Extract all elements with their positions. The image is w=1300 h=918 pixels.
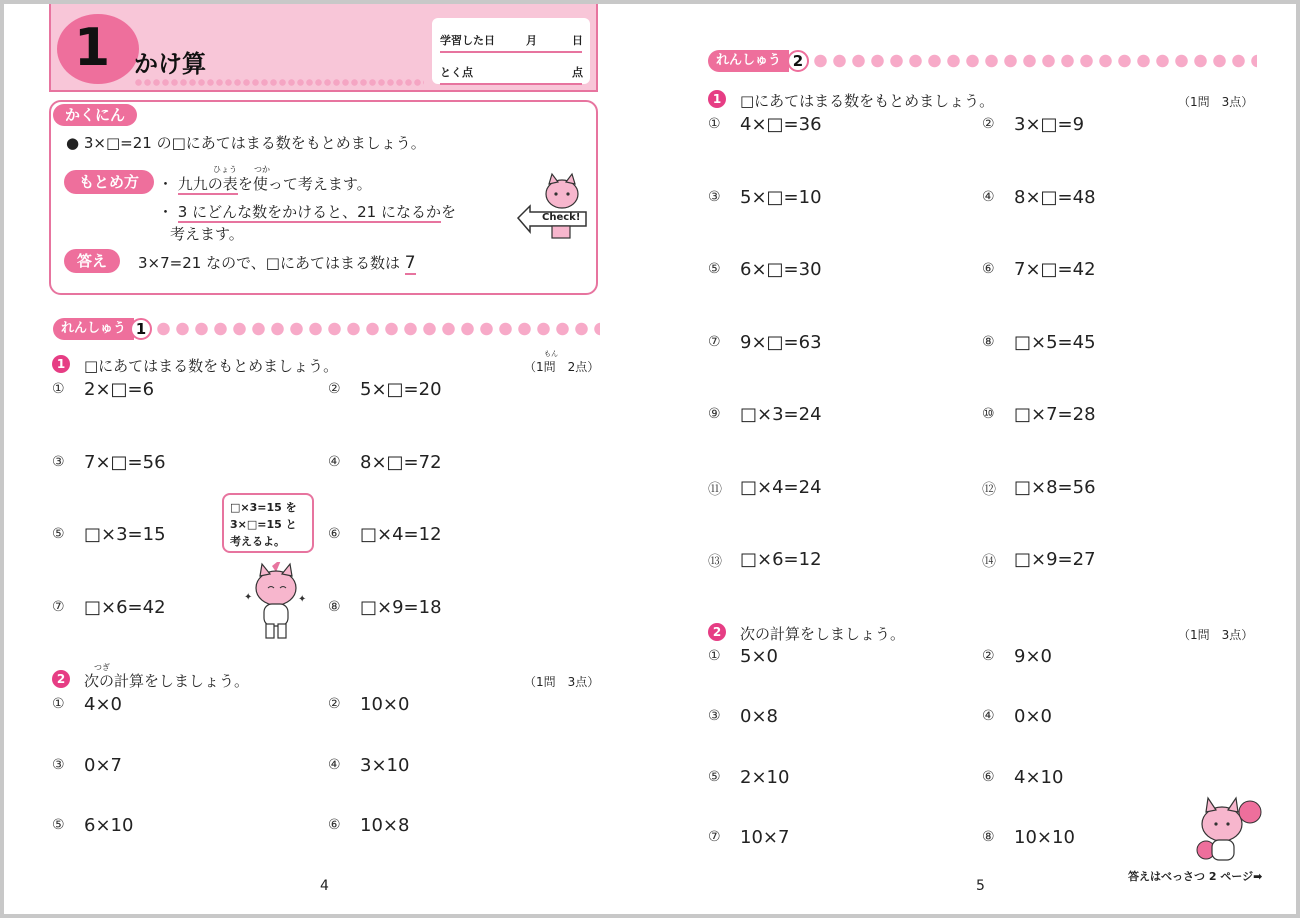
method-line-3: 考えます。 bbox=[170, 225, 244, 243]
question-points: （1問 3点） bbox=[524, 675, 600, 689]
item-expression: 2×10 bbox=[740, 766, 790, 788]
item-number: ② bbox=[982, 116, 995, 132]
item-expression: 3×10 bbox=[360, 754, 410, 776]
month-label: 月 bbox=[526, 34, 537, 47]
method-line-1 bbox=[158, 173, 372, 194]
item-expression: 0×0 bbox=[1014, 706, 1052, 728]
item-expression: □×9=27 bbox=[1014, 549, 1096, 570]
page-number: 4 bbox=[320, 878, 329, 894]
answer-text: 3×7=21 なので、□にあてはまる数は bbox=[138, 254, 400, 272]
question-text: 次の計算をしましょう。 bbox=[84, 672, 250, 690]
item-expression: □×5=45 bbox=[1014, 331, 1096, 353]
mascot-thinking-illustration bbox=[242, 562, 308, 642]
item-number: ⑭ bbox=[982, 554, 996, 570]
underlined-text: 九九の表 bbox=[177, 175, 238, 193]
item-expression: □×4=24 bbox=[740, 476, 822, 498]
lesson-title: かけ算 bbox=[134, 50, 206, 78]
question-text: □にあてはまる数をもとめましょう。 bbox=[84, 357, 339, 375]
item-number: ⑤ bbox=[708, 768, 721, 785]
item-number: ③ bbox=[52, 756, 65, 773]
day-label: 日 bbox=[572, 34, 583, 47]
item-expression: 0×7 bbox=[84, 754, 122, 776]
item-number: ① bbox=[52, 696, 65, 712]
textbook-spread bbox=[4, 4, 1296, 914]
item-expression: 5×□=20 bbox=[360, 379, 442, 400]
item-expression: 6×10 bbox=[84, 815, 134, 836]
practice-label: れんしゅう bbox=[708, 50, 789, 72]
question-mark-1: 1 bbox=[708, 90, 726, 108]
ruby-hyou: ひょう bbox=[213, 165, 237, 174]
ruby-tsuka: つか bbox=[254, 165, 270, 174]
item-number: ④ bbox=[328, 756, 341, 773]
item-expression: 6×□=30 bbox=[740, 259, 822, 280]
method-text: を使って考えます。 bbox=[237, 175, 372, 193]
item-expression: □×4=12 bbox=[360, 524, 442, 545]
score-box bbox=[432, 18, 590, 84]
item-number: ⑥ bbox=[328, 817, 341, 833]
item-expression: 7×□=42 bbox=[1014, 259, 1096, 280]
item-number: ⑤ bbox=[52, 526, 65, 542]
item-expression: □×3=15 bbox=[84, 524, 166, 545]
mascot-cheer-illustration bbox=[1190, 794, 1266, 866]
item-expression: 0×8 bbox=[740, 706, 778, 728]
study-date-row bbox=[440, 32, 582, 53]
hint-line-3: 考えるよ。 bbox=[230, 535, 285, 548]
item-number: ④ bbox=[982, 188, 995, 205]
hint-bubble bbox=[222, 493, 314, 553]
question-points: （1問 2点） bbox=[524, 360, 600, 374]
answer-line bbox=[138, 252, 416, 273]
right-page bbox=[650, 4, 1296, 914]
item-expression: 5×0 bbox=[740, 646, 778, 667]
study-date-label: 学習した日 bbox=[440, 34, 495, 47]
hint-line-2: 3×□=15 と bbox=[230, 518, 297, 531]
svg-text:✦: ✦ bbox=[244, 592, 253, 603]
question-mark-1: 1 bbox=[52, 355, 70, 373]
question-mark-2: 2 bbox=[708, 623, 726, 641]
item-expression: 10×7 bbox=[740, 826, 790, 848]
item-expression: 7×□=56 bbox=[84, 451, 166, 473]
item-number: ⑬ bbox=[708, 554, 722, 570]
item-expression: 5×□=10 bbox=[740, 186, 822, 208]
item-number: ⑤ bbox=[52, 817, 65, 833]
ruby-tsugi: つぎ bbox=[94, 663, 110, 672]
item-number: ③ bbox=[708, 188, 721, 205]
item-expression: 4×□=36 bbox=[740, 114, 822, 135]
dot-divider bbox=[154, 322, 600, 336]
left-page bbox=[4, 4, 650, 914]
item-expression: 4×10 bbox=[1014, 766, 1064, 788]
question-text: □にあてはまる数をもとめましょう。 bbox=[740, 92, 995, 110]
answer-label: 答え bbox=[64, 249, 120, 273]
svg-text:✦: ✦ bbox=[298, 594, 307, 605]
item-expression: □×9=18 bbox=[360, 596, 442, 618]
score-label: とく点 bbox=[440, 66, 473, 79]
ruby-mon: もん bbox=[544, 350, 558, 358]
item-expression: □×3=24 bbox=[740, 404, 822, 425]
item-number: ⑩ bbox=[982, 406, 995, 422]
item-number: ① bbox=[708, 116, 721, 132]
item-expression: 8×□=48 bbox=[1014, 186, 1096, 208]
item-number: ④ bbox=[328, 453, 341, 470]
kakunin-question: ● 3×□=21 の□にあてはまる数をもとめましょう。 bbox=[66, 134, 426, 152]
item-expression: 10×0 bbox=[360, 694, 410, 715]
item-number: ⑧ bbox=[328, 598, 341, 615]
item-expression: □×7=28 bbox=[1014, 404, 1096, 425]
item-number: ② bbox=[982, 648, 995, 664]
item-number: ⑥ bbox=[982, 261, 995, 277]
item-number: ⑦ bbox=[708, 333, 721, 350]
underlined-text: 3 にどんな数をかけると、21 になるか bbox=[177, 203, 441, 221]
item-number: ③ bbox=[52, 453, 65, 470]
bullet: ・ bbox=[158, 175, 174, 193]
question-text: 次の計算をしましょう。 bbox=[740, 625, 906, 643]
bullet: ・ bbox=[158, 203, 174, 221]
item-expression: 9×0 bbox=[1014, 646, 1052, 667]
page-number: 5 bbox=[976, 878, 985, 894]
question-points: （1問 3点） bbox=[1178, 628, 1254, 642]
mascot-check-illustration bbox=[516, 172, 594, 242]
item-number: ⑥ bbox=[982, 768, 995, 785]
method-line-2 bbox=[158, 201, 456, 222]
method-text: を bbox=[440, 203, 456, 221]
item-number: ② bbox=[328, 381, 341, 397]
item-expression: 2×□=6 bbox=[84, 379, 155, 400]
lesson-number: 1 bbox=[74, 18, 111, 78]
method-label: もとめ方 bbox=[64, 170, 154, 194]
item-number: ① bbox=[708, 648, 721, 664]
item-number: ⑧ bbox=[982, 333, 995, 350]
question-mark-2: 2 bbox=[52, 670, 70, 688]
item-number: ⑪ bbox=[708, 481, 722, 498]
kakunin-label: かくにん bbox=[53, 104, 137, 126]
item-number: ⑥ bbox=[328, 526, 341, 542]
item-number: ③ bbox=[708, 708, 721, 725]
item-number: ⑦ bbox=[708, 828, 721, 845]
practice-number: 2 bbox=[787, 50, 809, 72]
answer-value: 7 bbox=[404, 253, 416, 273]
item-expression: 3×□=9 bbox=[1014, 114, 1085, 135]
item-number: ④ bbox=[982, 708, 995, 725]
item-number: ⑤ bbox=[708, 261, 721, 277]
question-points: （1問 3点） bbox=[1178, 95, 1254, 109]
hint-line-1: □×3=15 を bbox=[230, 501, 297, 514]
item-number: ⑨ bbox=[708, 406, 721, 422]
practice-number: 1 bbox=[130, 318, 152, 340]
item-number: ⑫ bbox=[982, 481, 996, 498]
item-number: ⑧ bbox=[982, 828, 995, 845]
item-number: ② bbox=[328, 696, 341, 712]
item-expression: 10×8 bbox=[360, 815, 410, 836]
item-expression: 4×0 bbox=[84, 694, 122, 715]
item-expression: 10×10 bbox=[1014, 826, 1075, 848]
header-dot-decoration bbox=[134, 78, 424, 86]
item-expression: □×8=56 bbox=[1014, 476, 1096, 498]
item-expression: 9×□=63 bbox=[740, 331, 822, 353]
score-row bbox=[440, 64, 582, 85]
dot-divider bbox=[811, 54, 1257, 68]
practice-label: れんしゅう bbox=[53, 318, 134, 340]
answer-note: 答えはべっさつ 2 ページ➡ bbox=[1128, 870, 1263, 883]
item-expression: □×6=42 bbox=[84, 596, 166, 618]
item-number: ① bbox=[52, 381, 65, 397]
item-expression: □×6=12 bbox=[740, 549, 822, 570]
points-label: 点 bbox=[572, 66, 583, 79]
check-label: Check! bbox=[542, 212, 581, 223]
item-number: ⑦ bbox=[52, 598, 65, 615]
item-expression: 8×□=72 bbox=[360, 451, 442, 473]
